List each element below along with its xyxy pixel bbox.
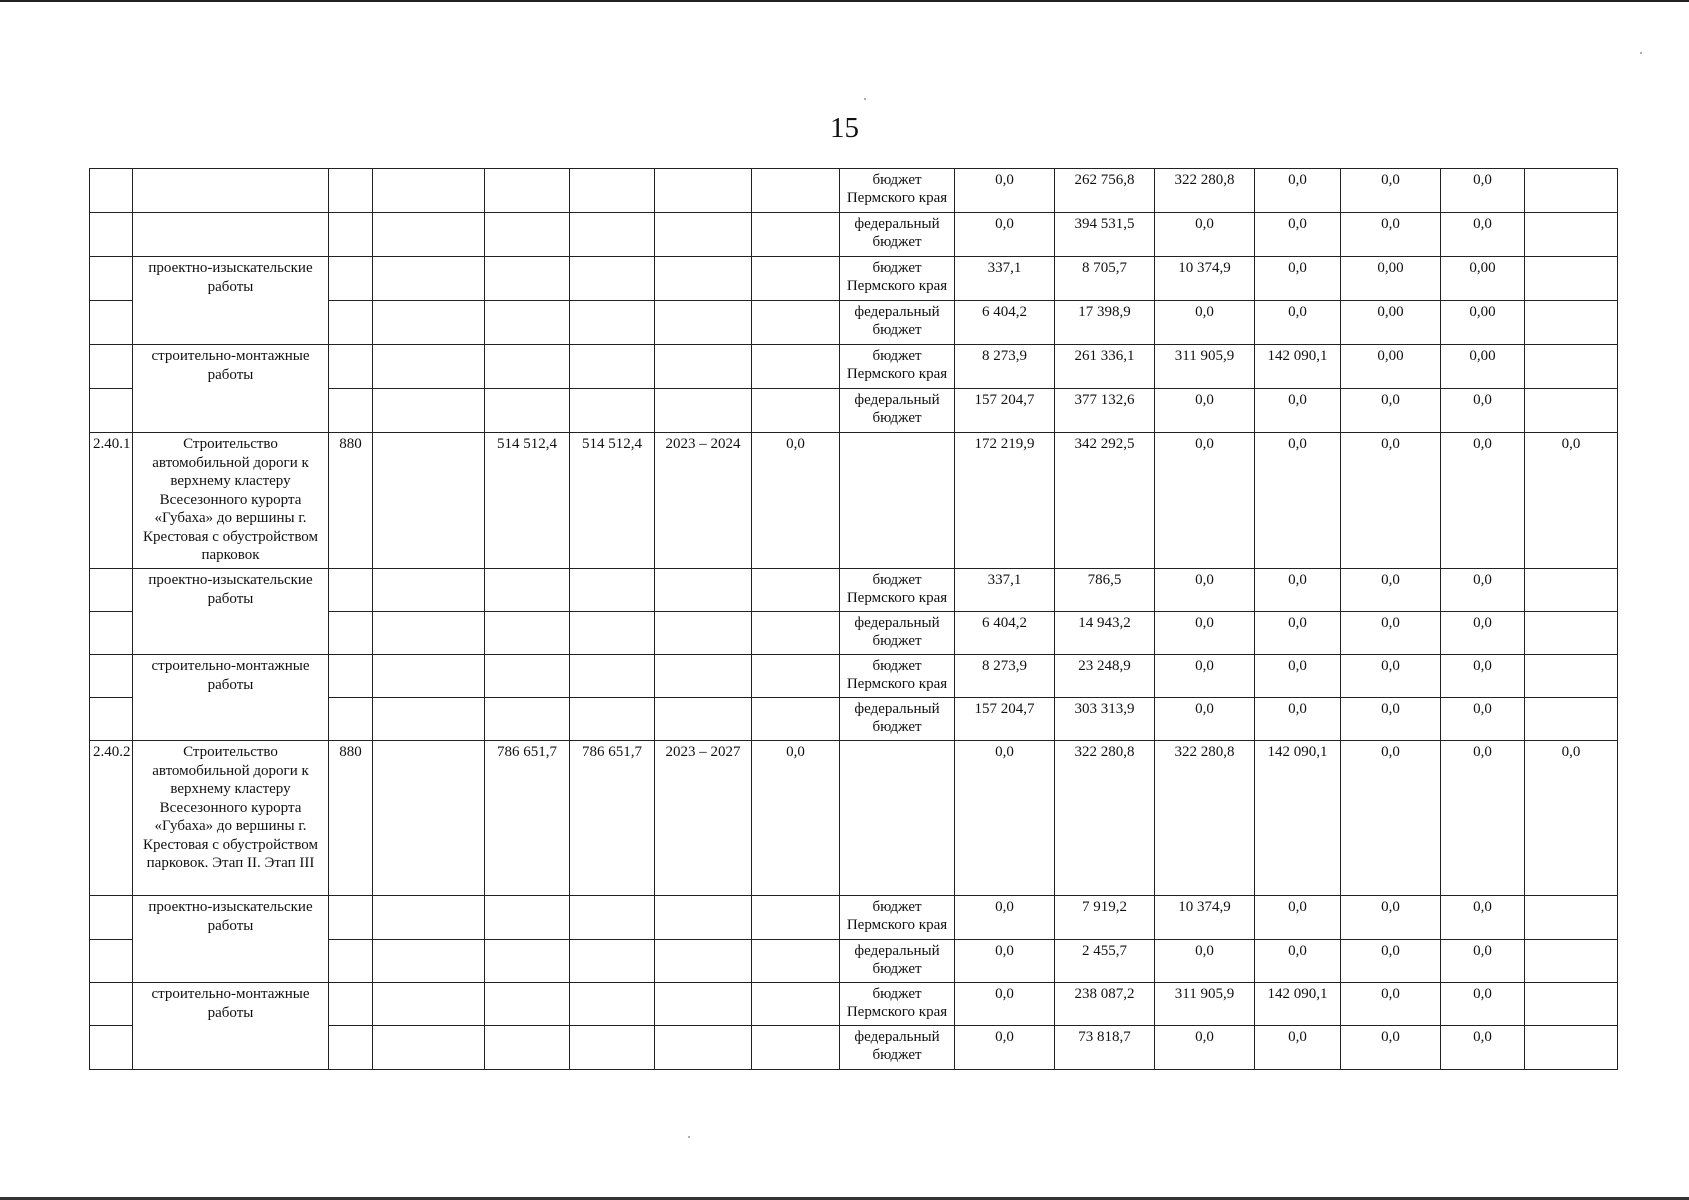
table-row — [90, 433, 1618, 569]
cell-c6 — [570, 698, 655, 741]
cell-c4 — [373, 569, 485, 612]
cell-funding-source — [840, 741, 955, 896]
cell-value-6: 0,0 — [1441, 698, 1525, 741]
scan-speck — [864, 98, 866, 100]
cell-value-5: 0,0 — [1341, 983, 1441, 1026]
table-row — [90, 257, 1618, 301]
cell-name — [133, 213, 329, 257]
cell-c8 — [752, 612, 840, 655]
cell-c7 — [655, 1026, 752, 1070]
cell-c6 — [570, 257, 655, 301]
cell-value-4: 142 090,1 — [1255, 345, 1341, 389]
cell-c6 — [570, 940, 655, 983]
cell-value-5: 0,0 — [1341, 896, 1441, 940]
cell-value-3: 322 280,8 — [1155, 741, 1255, 896]
cell-name: проектно-изыскательские работы — [133, 569, 329, 655]
cell-value-5: 0,0 — [1341, 741, 1441, 896]
cell-c4 — [373, 655, 485, 698]
cell-value-6: 0,0 — [1441, 169, 1525, 213]
cell-value-1: 8 273,9 — [955, 345, 1055, 389]
cell-c7 — [655, 169, 752, 213]
cell-name: проектно-изыскательские работы — [133, 257, 329, 345]
cell-value-1: 8 273,9 — [955, 655, 1055, 698]
cell-value-1: 0,0 — [955, 940, 1055, 983]
cell-c8 — [752, 655, 840, 698]
table-body — [90, 169, 1618, 1070]
cell-code: 2.40.2 — [90, 741, 133, 896]
cell-name: строительно-монтажные работы — [133, 345, 329, 433]
cell-value-7 — [1525, 213, 1618, 257]
cell-c6 — [570, 169, 655, 213]
cell-value-6: 0,0 — [1441, 612, 1525, 655]
cell-value-2: 342 292,5 — [1055, 433, 1155, 569]
cell-value-3: 0,0 — [1155, 213, 1255, 257]
cell-c6 — [570, 345, 655, 389]
cell-value-7 — [1525, 169, 1618, 213]
cell-value-3: 10 374,9 — [1155, 896, 1255, 940]
cell-value-7 — [1525, 301, 1618, 345]
cell-name: Строительство автомобильной дороги к верхнему кластеру Всесезонного курорта «Губаха» до вершины г. Крестовая с обустройством парковок — [133, 433, 329, 569]
cell-value-1: 172 219,9 — [955, 433, 1055, 569]
table-row — [90, 655, 1618, 698]
cell-code — [90, 169, 133, 213]
cell-c7: 2023 – 2027 — [655, 741, 752, 896]
cell-funding-source: бюджет Пермского края — [840, 983, 955, 1026]
cell-value-1: 337,1 — [955, 257, 1055, 301]
cell-c5 — [485, 698, 570, 741]
cell-funding-source: бюджет Пермского края — [840, 655, 955, 698]
cell-value-4: 0,0 — [1255, 213, 1341, 257]
cell-c7 — [655, 257, 752, 301]
cell-c7: 2023 – 2024 — [655, 433, 752, 569]
cell-c4 — [373, 940, 485, 983]
cell-value-4: 142 090,1 — [1255, 741, 1341, 896]
cell-value-1: 0,0 — [955, 1026, 1055, 1070]
cell-value-4: 0,0 — [1255, 569, 1341, 612]
cell-c8 — [752, 896, 840, 940]
cell-value-3: 0,0 — [1155, 301, 1255, 345]
cell-value-5: 0,0 — [1341, 1026, 1441, 1070]
cell-value-2: 303 313,9 — [1055, 698, 1155, 741]
cell-value-6: 0,0 — [1441, 896, 1525, 940]
cell-code — [90, 389, 133, 433]
cell-c7 — [655, 983, 752, 1026]
cell-funding-source: федеральный бюджет — [840, 1026, 955, 1070]
cell-value-7 — [1525, 345, 1618, 389]
cell-c3: 880 — [329, 741, 373, 896]
cell-c7 — [655, 389, 752, 433]
cell-c8 — [752, 983, 840, 1026]
cell-value-4: 0,0 — [1255, 896, 1341, 940]
cell-c8 — [752, 389, 840, 433]
cell-c8 — [752, 698, 840, 741]
cell-value-3: 0,0 — [1155, 698, 1255, 741]
cell-c7 — [655, 569, 752, 612]
cell-c3 — [329, 169, 373, 213]
cell-value-4: 0,0 — [1255, 433, 1341, 569]
cell-value-2: 23 248,9 — [1055, 655, 1155, 698]
cell-c5 — [485, 257, 570, 301]
cell-value-7 — [1525, 612, 1618, 655]
cell-value-7 — [1525, 983, 1618, 1026]
cell-c5: 786 651,7 — [485, 741, 570, 896]
cell-code — [90, 940, 133, 983]
cell-value-2: 8 705,7 — [1055, 257, 1155, 301]
cell-value-3: 0,0 — [1155, 433, 1255, 569]
cell-value-6: 0,00 — [1441, 257, 1525, 301]
cell-c6 — [570, 213, 655, 257]
cell-funding-source: бюджет Пермского края — [840, 345, 955, 389]
cell-funding-source: бюджет Пермского края — [840, 169, 955, 213]
cell-value-7: 0,0 — [1525, 741, 1618, 896]
cell-code — [90, 213, 133, 257]
cell-c6 — [570, 983, 655, 1026]
cell-value-2: 238 087,2 — [1055, 983, 1155, 1026]
cell-code: 2.40.1 — [90, 433, 133, 569]
cell-c6 — [570, 1026, 655, 1070]
table-row — [90, 569, 1618, 612]
cell-c4 — [373, 169, 485, 213]
cell-value-4: 0,0 — [1255, 612, 1341, 655]
cell-c8 — [752, 940, 840, 983]
cell-value-5: 0,0 — [1341, 940, 1441, 983]
cell-value-6: 0,0 — [1441, 569, 1525, 612]
cell-value-6: 0,0 — [1441, 983, 1525, 1026]
cell-c3 — [329, 389, 373, 433]
scan-top-edge — [0, 0, 1689, 2]
cell-name: строительно-монтажные работы — [133, 983, 329, 1070]
cell-value-3: 0,0 — [1155, 569, 1255, 612]
cell-name: Строительство автомобильной дороги к верхнему кластеру Всесезонного курорта «Губаха» до вершины г. Крестовая с обустройством парковок. Этап II. Этап III — [133, 741, 329, 896]
cell-value-4: 0,0 — [1255, 389, 1341, 433]
cell-value-7 — [1525, 1026, 1618, 1070]
cell-c5 — [485, 1026, 570, 1070]
cell-c3 — [329, 983, 373, 1026]
cell-c7 — [655, 612, 752, 655]
cell-c8 — [752, 569, 840, 612]
cell-code — [90, 896, 133, 940]
cell-value-2: 394 531,5 — [1055, 213, 1155, 257]
table-row — [90, 741, 1618, 896]
cell-value-1: 0,0 — [955, 741, 1055, 896]
cell-value-3: 0,0 — [1155, 1026, 1255, 1070]
table-row — [90, 896, 1618, 940]
cell-value-2: 261 336,1 — [1055, 345, 1155, 389]
table-row — [90, 213, 1618, 257]
cell-c5 — [485, 389, 570, 433]
cell-value-1: 0,0 — [955, 213, 1055, 257]
cell-c3 — [329, 698, 373, 741]
cell-code — [90, 1026, 133, 1070]
cell-c4 — [373, 257, 485, 301]
cell-value-2: 786,5 — [1055, 569, 1155, 612]
cell-value-4: 142 090,1 — [1255, 983, 1341, 1026]
cell-funding-source: бюджет Пермского края — [840, 896, 955, 940]
cell-c5 — [485, 612, 570, 655]
cell-value-7 — [1525, 940, 1618, 983]
cell-funding-source: бюджет Пермского края — [840, 257, 955, 301]
cell-c4 — [373, 301, 485, 345]
cell-value-1: 157 204,7 — [955, 698, 1055, 741]
cell-value-6: 0,0 — [1441, 655, 1525, 698]
cell-name — [133, 169, 329, 213]
cell-value-6: 0,0 — [1441, 433, 1525, 569]
cell-value-1: 157 204,7 — [955, 389, 1055, 433]
cell-c3 — [329, 257, 373, 301]
cell-value-6: 0,0 — [1441, 1026, 1525, 1070]
cell-c4 — [373, 213, 485, 257]
cell-value-5: 0,00 — [1341, 301, 1441, 345]
cell-c6 — [570, 389, 655, 433]
cell-value-5: 0,0 — [1341, 169, 1441, 213]
cell-value-2: 262 756,8 — [1055, 169, 1155, 213]
cell-c3 — [329, 213, 373, 257]
cell-c4 — [373, 698, 485, 741]
cell-code — [90, 698, 133, 741]
cell-value-1: 0,0 — [955, 169, 1055, 213]
cell-code — [90, 983, 133, 1026]
cell-funding-source: федеральный бюджет — [840, 940, 955, 983]
cell-funding-source: бюджет Пермского края — [840, 569, 955, 612]
cell-value-2: 73 818,7 — [1055, 1026, 1155, 1070]
cell-value-4: 0,0 — [1255, 301, 1341, 345]
cell-value-6: 0,00 — [1441, 345, 1525, 389]
cell-value-3: 0,0 — [1155, 389, 1255, 433]
cell-c4 — [373, 345, 485, 389]
cell-c4 — [373, 983, 485, 1026]
cell-c3 — [329, 896, 373, 940]
cell-value-5: 0,0 — [1341, 612, 1441, 655]
cell-c4 — [373, 433, 485, 569]
cell-value-6: 0,0 — [1441, 213, 1525, 257]
cell-c5 — [485, 655, 570, 698]
cell-value-2: 377 132,6 — [1055, 389, 1155, 433]
cell-c7 — [655, 213, 752, 257]
cell-funding-source: федеральный бюджет — [840, 301, 955, 345]
cell-value-1: 6 404,2 — [955, 301, 1055, 345]
cell-value-5: 0,0 — [1341, 655, 1441, 698]
cell-c3 — [329, 1026, 373, 1070]
table-row — [90, 345, 1618, 389]
cell-value-5: 0,0 — [1341, 433, 1441, 569]
cell-funding-source: федеральный бюджет — [840, 698, 955, 741]
cell-c3 — [329, 569, 373, 612]
cell-value-7 — [1525, 569, 1618, 612]
cell-value-1: 6 404,2 — [955, 612, 1055, 655]
cell-c8 — [752, 301, 840, 345]
cell-value-7 — [1525, 389, 1618, 433]
cell-funding-source: федеральный бюджет — [840, 612, 955, 655]
cell-value-1: 0,0 — [955, 983, 1055, 1026]
cell-name: проектно-изыскательские работы — [133, 896, 329, 983]
cell-value-3: 0,0 — [1155, 612, 1255, 655]
cell-c7 — [655, 698, 752, 741]
cell-funding-source: федеральный бюджет — [840, 389, 955, 433]
cell-c3 — [329, 655, 373, 698]
scan-speck — [1640, 52, 1642, 54]
cell-c6: 514 512,4 — [570, 433, 655, 569]
cell-value-2: 17 398,9 — [1055, 301, 1155, 345]
cell-c8 — [752, 169, 840, 213]
cell-code — [90, 612, 133, 655]
cell-c5 — [485, 983, 570, 1026]
cell-value-5: 0,00 — [1341, 257, 1441, 301]
cell-c7 — [655, 301, 752, 345]
cell-c3: 880 — [329, 433, 373, 569]
cell-value-1: 0,0 — [955, 896, 1055, 940]
cell-value-3: 10 374,9 — [1155, 257, 1255, 301]
cell-c6 — [570, 655, 655, 698]
cell-value-4: 0,0 — [1255, 940, 1341, 983]
cell-funding-source — [840, 433, 955, 569]
cell-c4 — [373, 896, 485, 940]
cell-value-1: 337,1 — [955, 569, 1055, 612]
cell-c4 — [373, 612, 485, 655]
cell-value-5: 0,0 — [1341, 213, 1441, 257]
cell-c8: 0,0 — [752, 741, 840, 896]
cell-value-4: 0,0 — [1255, 169, 1341, 213]
cell-value-3: 322 280,8 — [1155, 169, 1255, 213]
cell-c3 — [329, 345, 373, 389]
budget-table — [89, 168, 1618, 1070]
cell-value-5: 0,00 — [1341, 345, 1441, 389]
cell-c5 — [485, 345, 570, 389]
cell-c6 — [570, 612, 655, 655]
cell-code — [90, 257, 133, 301]
cell-c5 — [485, 213, 570, 257]
cell-c7 — [655, 896, 752, 940]
cell-c7 — [655, 940, 752, 983]
cell-name: строительно-монтажные работы — [133, 655, 329, 741]
cell-value-4: 0,0 — [1255, 257, 1341, 301]
table-row — [90, 169, 1618, 213]
cell-code — [90, 301, 133, 345]
cell-c8 — [752, 1026, 840, 1070]
cell-c5 — [485, 169, 570, 213]
cell-value-4: 0,0 — [1255, 698, 1341, 741]
cell-value-7 — [1525, 698, 1618, 741]
cell-value-3: 311 905,9 — [1155, 345, 1255, 389]
page-number: 15 — [830, 112, 859, 144]
cell-c8: 0,0 — [752, 433, 840, 569]
cell-c3 — [329, 940, 373, 983]
cell-value-7 — [1525, 896, 1618, 940]
table-row — [90, 983, 1618, 1026]
cell-value-2: 14 943,2 — [1055, 612, 1155, 655]
cell-value-4: 0,0 — [1255, 655, 1341, 698]
cell-c7 — [655, 655, 752, 698]
cell-c5 — [485, 940, 570, 983]
cell-value-2: 2 455,7 — [1055, 940, 1155, 983]
cell-code — [90, 345, 133, 389]
cell-c5 — [485, 569, 570, 612]
cell-c6 — [570, 301, 655, 345]
cell-c4 — [373, 389, 485, 433]
cell-c5 — [485, 301, 570, 345]
cell-c5: 514 512,4 — [485, 433, 570, 569]
cell-value-6: 0,0 — [1441, 389, 1525, 433]
cell-value-6: 0,00 — [1441, 301, 1525, 345]
cell-code — [90, 655, 133, 698]
cell-value-3: 0,0 — [1155, 655, 1255, 698]
cell-c8 — [752, 257, 840, 301]
cell-c6 — [570, 569, 655, 612]
cell-c4 — [373, 1026, 485, 1070]
cell-value-2: 322 280,8 — [1055, 741, 1155, 896]
cell-value-2: 7 919,2 — [1055, 896, 1155, 940]
cell-value-7 — [1525, 257, 1618, 301]
cell-value-4: 0,0 — [1255, 1026, 1341, 1070]
cell-c4 — [373, 741, 485, 896]
cell-value-7: 0,0 — [1525, 433, 1618, 569]
cell-c5 — [485, 896, 570, 940]
scan-speck — [688, 1136, 690, 1138]
cell-c3 — [329, 301, 373, 345]
cell-c6 — [570, 896, 655, 940]
cell-value-3: 0,0 — [1155, 940, 1255, 983]
cell-funding-source: федеральный бюджет — [840, 213, 955, 257]
cell-c8 — [752, 213, 840, 257]
cell-value-5: 0,0 — [1341, 389, 1441, 433]
cell-c3 — [329, 612, 373, 655]
cell-c7 — [655, 345, 752, 389]
cell-value-5: 0,0 — [1341, 569, 1441, 612]
cell-value-6: 0,0 — [1441, 741, 1525, 896]
cell-value-5: 0,0 — [1341, 698, 1441, 741]
cell-value-3: 311 905,9 — [1155, 983, 1255, 1026]
cell-c6: 786 651,7 — [570, 741, 655, 896]
cell-c8 — [752, 345, 840, 389]
cell-value-7 — [1525, 655, 1618, 698]
cell-code — [90, 569, 133, 612]
cell-value-6: 0,0 — [1441, 940, 1525, 983]
